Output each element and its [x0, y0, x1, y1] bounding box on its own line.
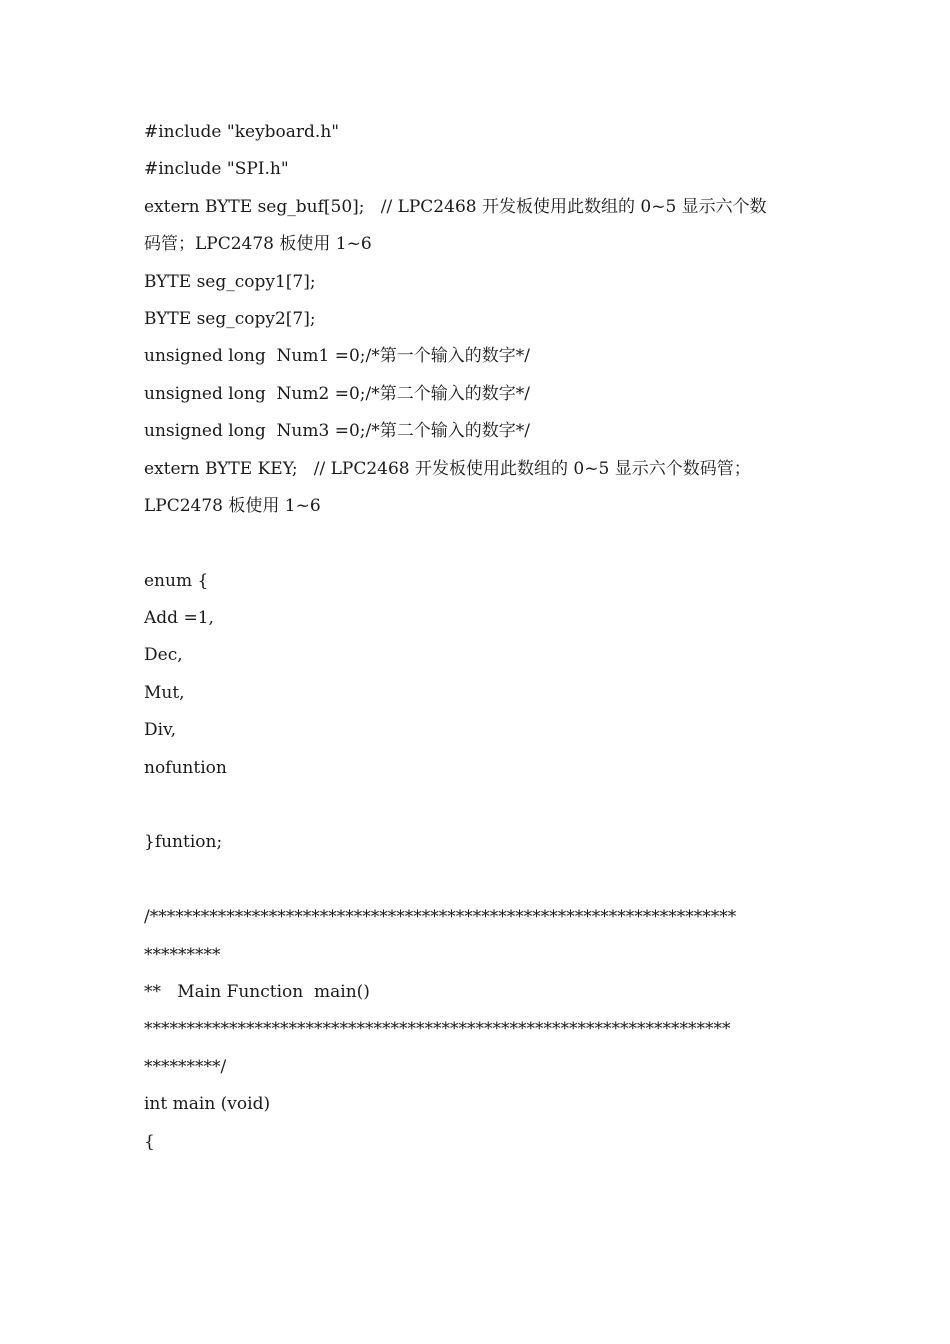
code-line-main-open-brace: {: [144, 1131, 155, 1152]
code-line-seg-copy2: BYTE seg_copy2[7];: [144, 308, 316, 329]
code-line-blank: [144, 525, 814, 562]
code-line-num2: unsigned long Num2 =0;/*第二个输入的数字*/: [144, 383, 530, 404]
code-line-comment-border-top-cont: *********: [144, 944, 221, 965]
code-line-enum-close: }funtion;: [144, 832, 223, 853]
code-line-enum-dec: Dec,: [144, 645, 183, 666]
code-line-blank: [144, 787, 814, 824]
code-line-blank: [144, 862, 814, 899]
code-line-comment-border-top: /*********************************************************************: [144, 907, 737, 928]
code-line-num3: unsigned long Num3 =0;/*第二个输入的数字*/: [144, 421, 530, 442]
code-line-extern-seg-buf-cont: 码管；LPC2478 板使用 1~6: [144, 234, 372, 255]
code-line-extern-key-cont: LPC2478 板使用 1~6: [144, 495, 321, 516]
code-line-enum-add: Add =1,: [144, 608, 214, 629]
code-line-comment-main-function: ** Main Function main(): [144, 981, 370, 1002]
code-line-extern-key: extern BYTE KEY; // LPC2468 开发板使用此数组的 0~5 显示六个数码管；: [144, 458, 751, 479]
code-line-main-signature: int main (void): [144, 1094, 271, 1115]
code-line-extern-seg-buf: extern BYTE seg_buf[50]; // LPC2468 开发板使用此数组的 0~5 显示六个数: [144, 196, 767, 217]
code-line-comment-border-bottom-cont: *********/: [144, 1056, 227, 1077]
code-line-enum-nofuntion: nofuntion: [144, 757, 227, 778]
code-line-include-keyboard: #include "keyboard.h": [144, 122, 340, 142]
code-line-include-spi: #include "SPI.h": [144, 159, 289, 180]
code-line-seg-copy1: BYTE seg_copy1[7];: [144, 271, 316, 292]
code-line-enum-mut: Mut,: [144, 682, 185, 703]
code-line-enum-open: enum {: [144, 570, 209, 591]
code-line-num1: unsigned long Num1 =0;/*第一个输入的数字*/: [144, 346, 530, 367]
code-line-enum-div: Div,: [144, 720, 177, 741]
code-listing: [144, 114, 814, 1161]
code-line-comment-border-bottom: *********************************************************************: [144, 1019, 731, 1040]
